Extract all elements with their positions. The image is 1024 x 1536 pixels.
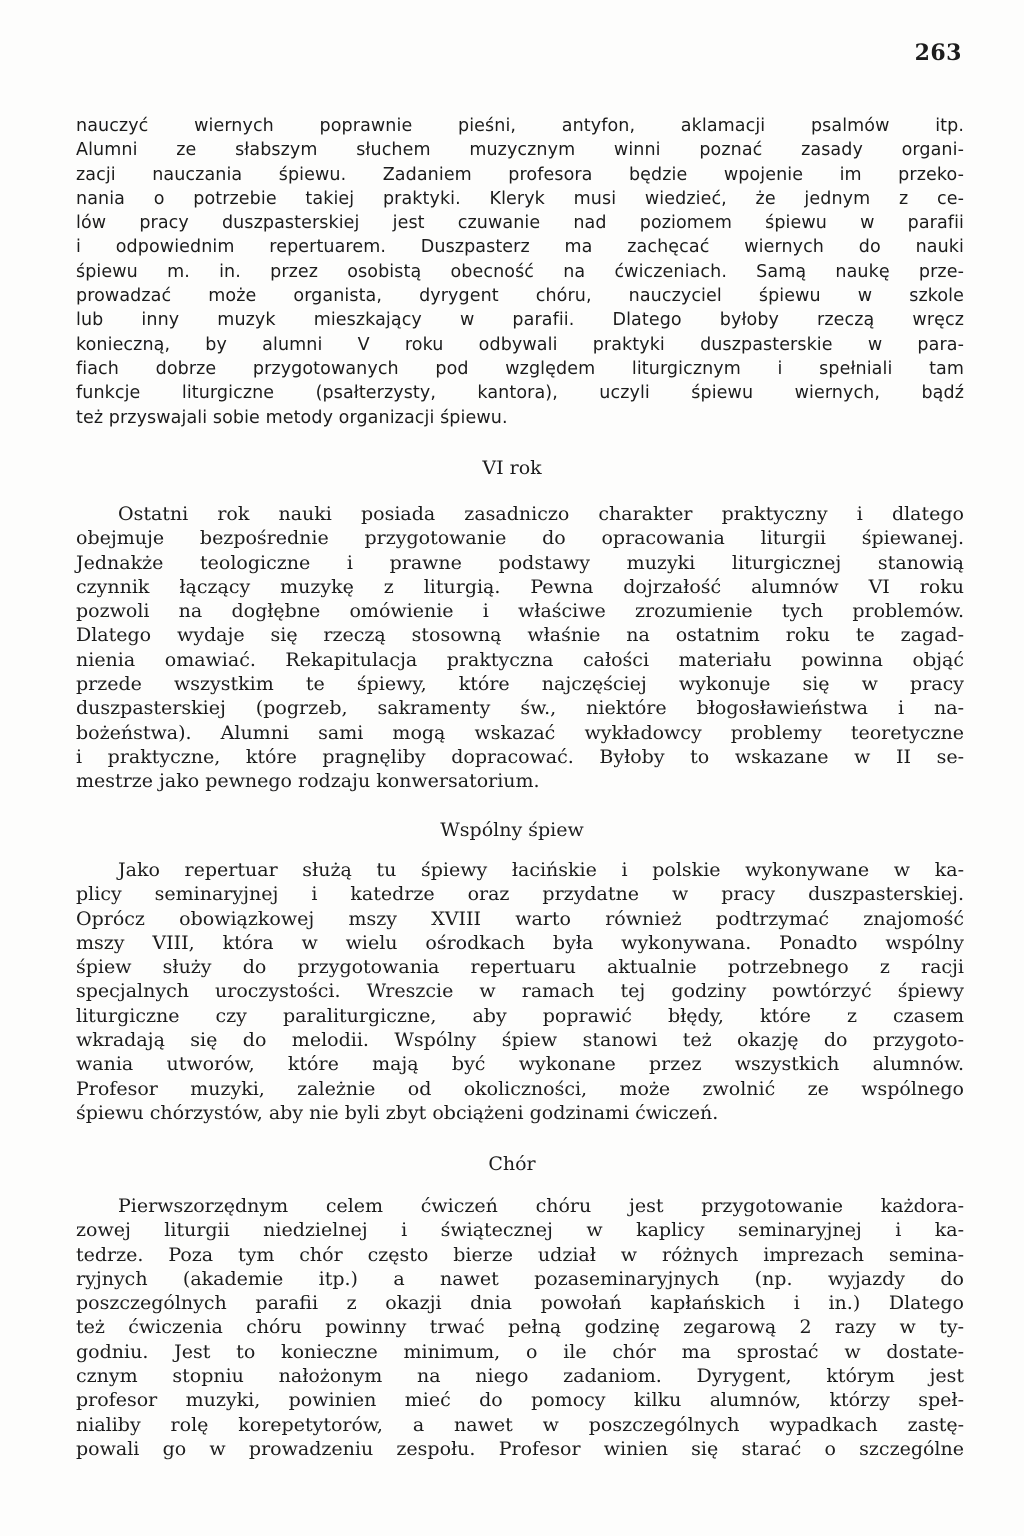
text-line: lów pracy duszpasterskiej jest czuwanie nad poziomem śpiewu w parafii xyxy=(76,213,964,234)
text-line: specjalnych uroczystości. Wreszcie w ramach tej godziny powtórzyć śpiewy xyxy=(76,980,964,1003)
text-line: śpiewu chórzystów, aby nie byli zbyt obciążeni godzinami ćwiczeń. xyxy=(76,1101,719,1124)
text-line: Alumni ze słabszym słuchem muzycznym winni poznać zasady organi- xyxy=(76,140,964,161)
text-line: fiach dobrze przygotowanych pod względem liturgicznym i spełniali tam xyxy=(76,358,964,379)
text-line: Jednakże teologiczne i prawne podstawy muzyki liturgicznej stanowią xyxy=(76,551,964,574)
text-line: funkcje liturgiczne (psałterzysty, kantora), uczyli śpiewu wiernych, bądź xyxy=(76,383,964,404)
section-chor-paragraph xyxy=(76,1194,964,1461)
text-line: godniu. Jest to konieczne minimum, o ile chór ma sprostać w dostate- xyxy=(76,1340,964,1363)
text-line: nialiby rolę korepetytorów, a nawet w poszczególnych wypadkach zastę- xyxy=(76,1413,964,1436)
text-line: nania o potrzebie takiej praktyki. Kleryk musi wiedzieć, że jednym z ce- xyxy=(76,188,964,209)
text-line: też ćwiczenia chóru powinny trwać pełną godzinę zegarową 2 razy w ty- xyxy=(76,1316,964,1339)
intro-paragraph xyxy=(76,114,964,430)
text-line: przede wszystkim te śpiewy, które najczęściej wykonuje się w pracy xyxy=(76,673,964,696)
text-line: Pierwszorzędnym celem ćwiczeń chóru jest przygotowanie każdora- xyxy=(118,1195,964,1217)
text-line: i praktyczne, które pragnęliby dopracować. Byłoby to wskazane w II se- xyxy=(76,745,964,768)
section-heading-wspolny-spiew: Wspólny śpiew xyxy=(440,819,584,841)
text-line: tedrze. Poza tym chór często bierze udział w różnych imprezach semina- xyxy=(76,1243,964,1266)
text-line: mszy VIII, która w wielu ośrodkach była wykonywana. Ponadto wspólny xyxy=(76,931,964,954)
text-line: Jako repertuar służą tu śpiewy łacińskie i polskie wykonywane w ka- xyxy=(118,859,964,881)
text-line: cznym stopniu nałożonym na niego zadaniom. Dyrygent, którym jest xyxy=(76,1365,964,1388)
text-line: Dlatego wydaje się rzeczą stosowną właśnie na ostatnim roku te zagad- xyxy=(76,624,964,647)
text-line: też przyswajali sobie metody organizacji śpiewu. xyxy=(76,407,508,428)
text-line: duszpasterskiej (pogrzeb, sakramenty św., niektóre błogosławieństwa i na- xyxy=(76,697,964,720)
text-line: Profesor muzyki, zależnie od okoliczności, może zwolnić ze wspólnego xyxy=(76,1077,964,1100)
text-line: mestrze jako pewnego rodzaju konwersatorium. xyxy=(76,770,540,793)
text-line: wania utworów, które mają być wykonane przez wszystkich alumnów. xyxy=(76,1053,964,1076)
text-line: lub inny muzyk mieszkający w parafii. Dlatego byłoby rzeczą wręcz xyxy=(76,310,964,331)
section-heading-chor: Chór xyxy=(488,1153,536,1175)
text-line: nienia omawiać. Rekapitulacja praktyczna całości materiału powinna objąć xyxy=(76,648,964,671)
text-line: profesor muzyki, powinien mieć do pomocy kilku alumnów, którzy speł- xyxy=(76,1389,964,1412)
text-line: pozwoli na dogłębne omówienie i właściwe zrozumienie tych problemów. xyxy=(76,600,964,623)
text-line: zacji nauczania śpiewu. Zadaniem profesora będzie wpojenie im przeko- xyxy=(76,164,964,185)
text-line: bożeństwa). Alumni sami mogą wskazać wykładowcy problemy teoretyczne xyxy=(76,721,964,744)
text-line: poszczególnych parafii z okazji dnia powołań kapłańskich i in.) Dlatego xyxy=(76,1292,964,1315)
section-wspolny-paragraph xyxy=(76,858,964,1125)
text-line: zowej liturgii niedzielnej i świątecznej w kaplicy seminaryjnej i ka- xyxy=(76,1219,964,1242)
text-line: ryjnych (akademie itp.) a nawet pozaseminaryjnych (np. wyjazdy do xyxy=(76,1267,964,1290)
text-line: czynnik łączący muzykę z liturgią. Pewna dojrzałość alumnów VI roku xyxy=(76,575,964,598)
text-line: nauczyć wiernych poprawnie pieśni, antyfon, aklamacji psalmów itp. xyxy=(76,116,964,136)
text-line: śpiew służy do przygotowania repertuaru aktualnie potrzebnego z racji xyxy=(76,956,964,979)
page-number: 263 xyxy=(914,40,962,66)
text-line: obejmuje bezpośrednie przygotowanie do opracowania liturgii śpiewanej. xyxy=(76,527,964,550)
text-line: śpiewu m. in. przez osobistą obecność na ćwiczeniach. Samą naukę prze- xyxy=(76,261,964,282)
text-line: liturgiczne czy paraliturgiczne, aby poprawić błędy, które z czasem xyxy=(76,1004,964,1027)
text-line: prowadzać może organista, dyrygent chóru, nauczyciel śpiewu w szkole xyxy=(76,286,964,307)
text-line: plicy seminaryjnej i katedrze oraz przydatne w pracy duszpasterskiej. xyxy=(76,883,964,906)
text-line: Ostatni rok nauki posiada zasadniczo charakter praktyczny i dlatego xyxy=(118,503,964,525)
text-line: i odpowiednim repertuarem. Duszpasterz ma zachęcać wiernych do nauki xyxy=(76,237,964,258)
text-line: wkradają się do melodii. Wspólny śpiew stanowi też okazję do przygoto- xyxy=(76,1029,964,1052)
section-vi-paragraph xyxy=(76,502,964,794)
section-heading-vi-rok: VI rok xyxy=(482,457,542,479)
text-line: powali go w prowadzeniu zespołu. Profesor winien się starać o szczególne xyxy=(76,1437,964,1460)
text-line: Oprócz obowiązkowej mszy XVIII warto również podtrzymać znajomość xyxy=(76,907,964,930)
text-line: konieczną, by alumni V roku odbywali praktyki duszpasterskie w para- xyxy=(76,334,964,355)
